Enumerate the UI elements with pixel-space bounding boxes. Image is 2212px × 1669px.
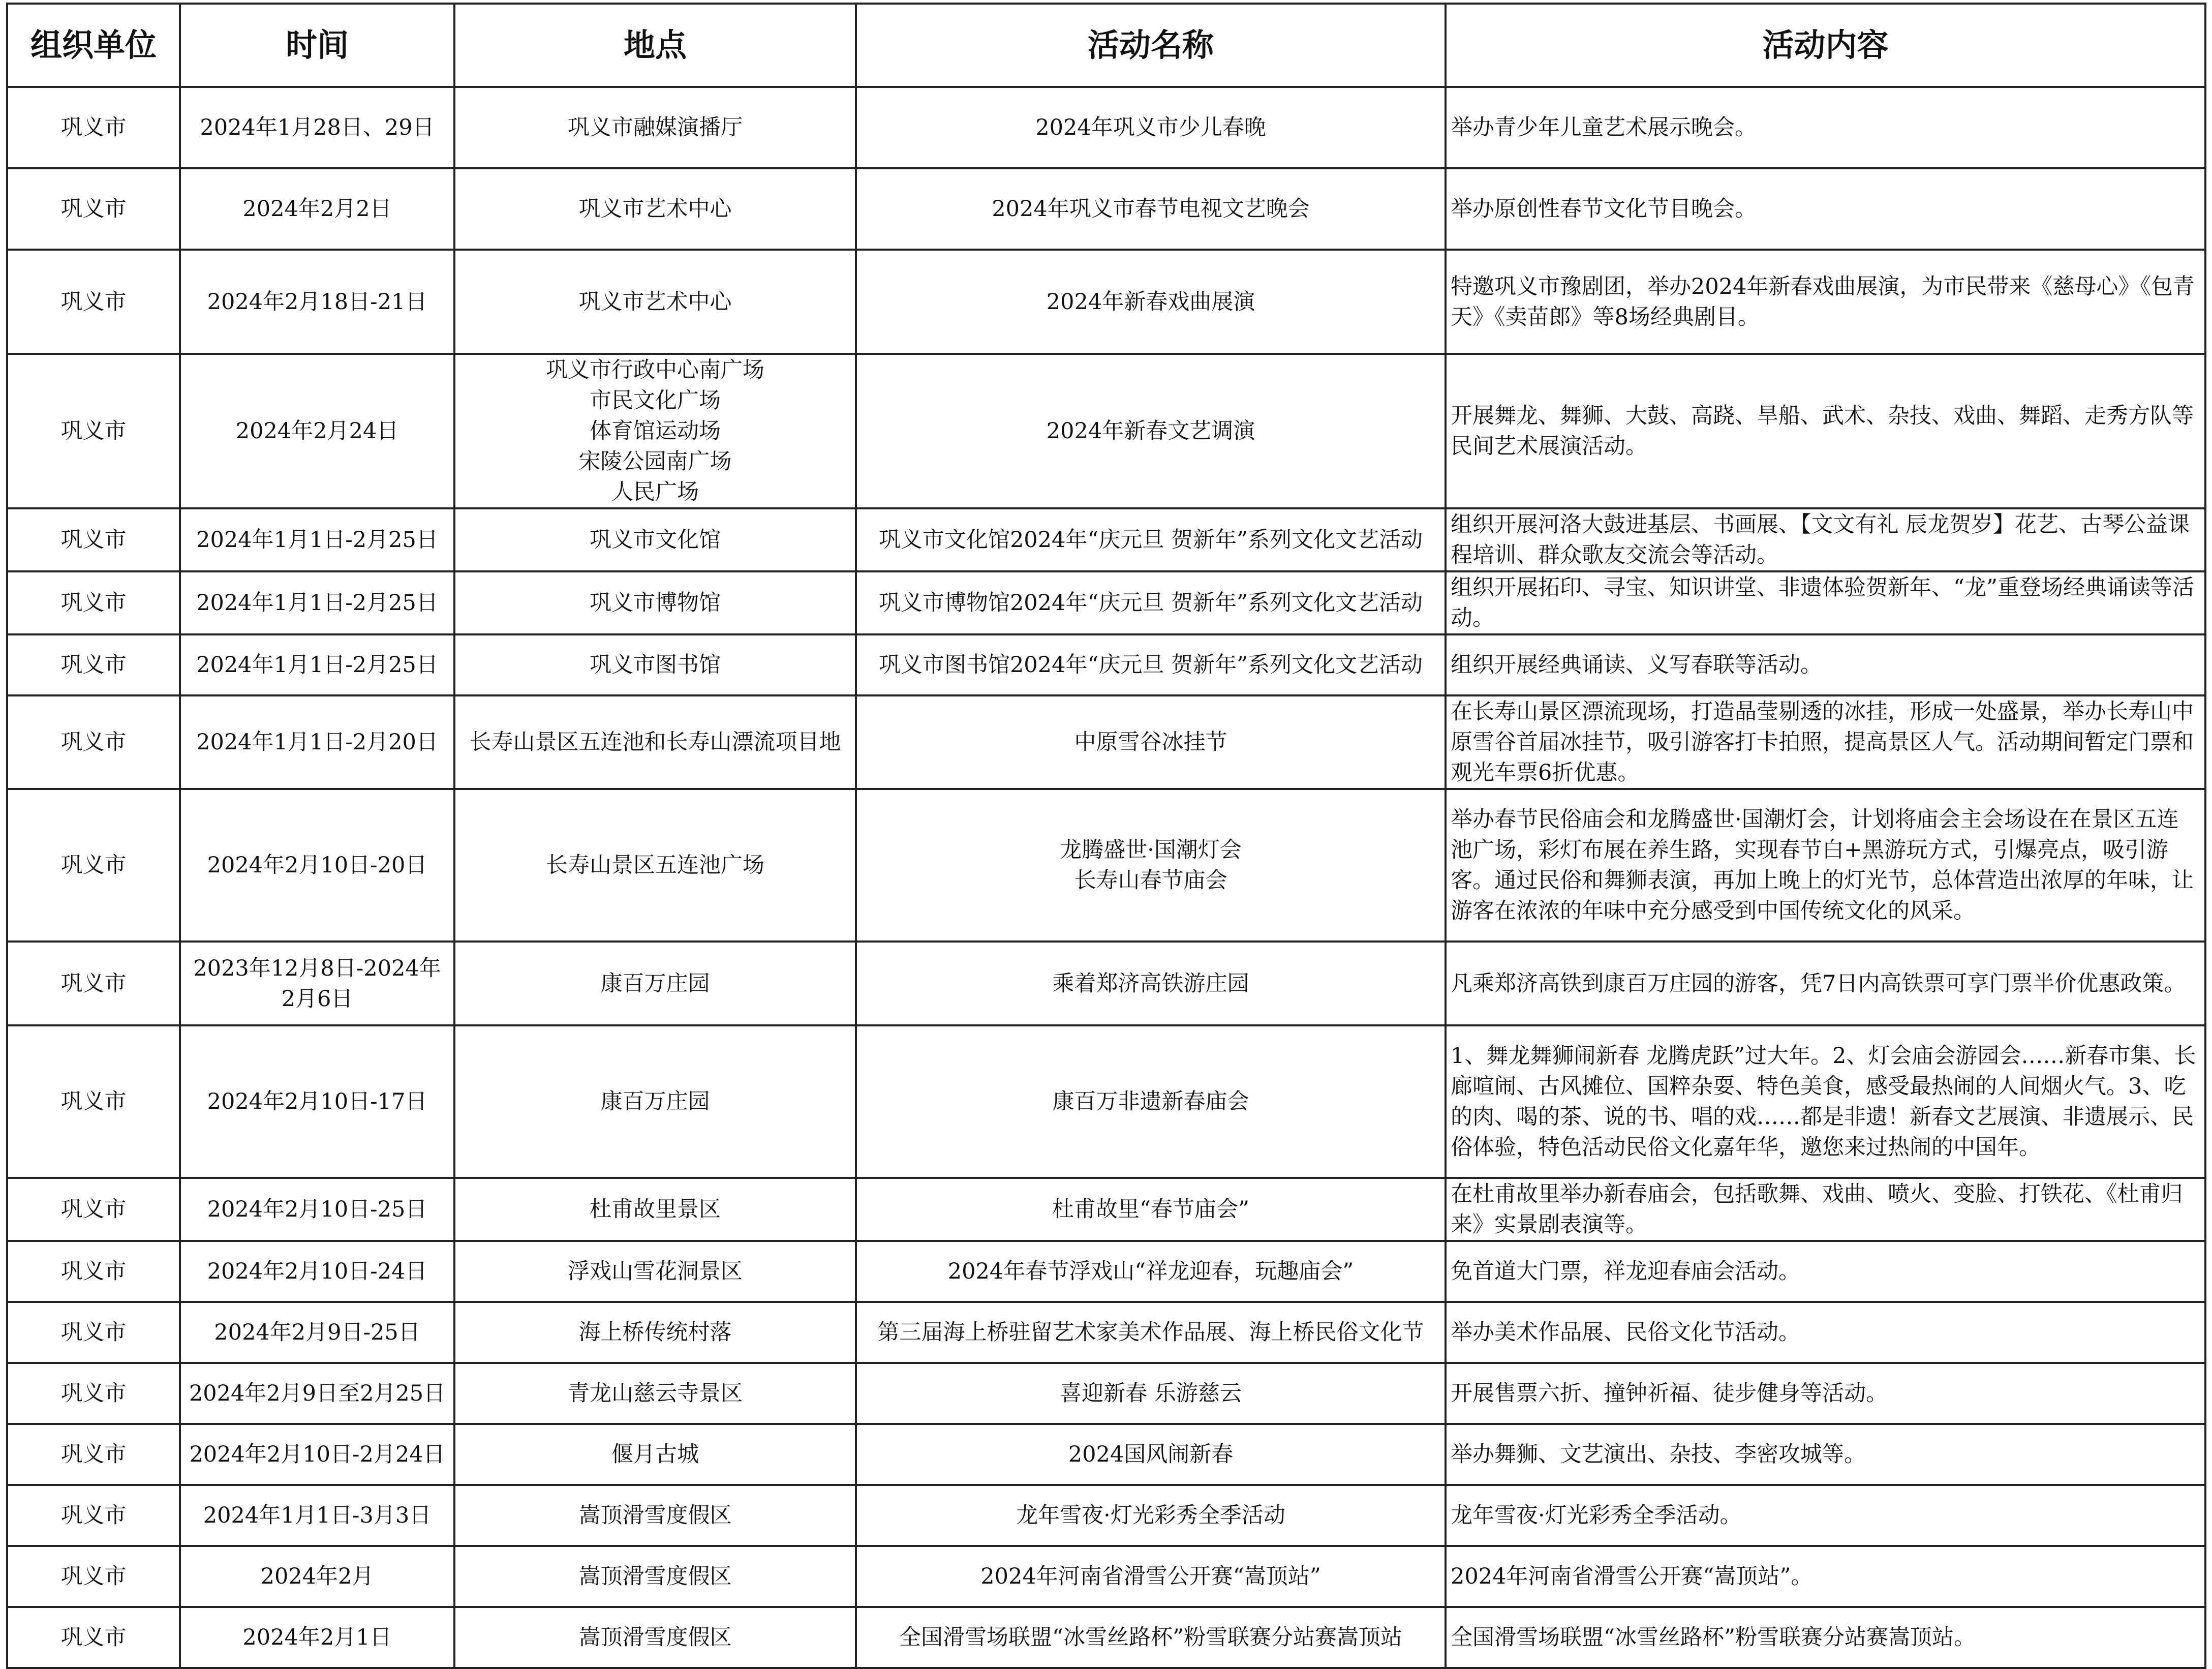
cell-place: 嵩顶滑雪度假区: [454, 1546, 856, 1607]
cell-content: 全国滑雪场联盟“冰雪丝路杯”粉雪联赛分站赛嵩顶站。: [1446, 1607, 2205, 1668]
cell-name: 2024年河南省滑雪公开赛“嵩顶站”: [856, 1546, 1446, 1607]
cell-place: 巩义市图书馆: [454, 634, 856, 695]
table-row: [7, 634, 2205, 695]
cell-place: 浮戏山雪花洞景区: [454, 1241, 856, 1302]
cell-name: 全国滑雪场联盟“冰雪丝路杯”粉雪联赛分站赛嵩顶站: [856, 1607, 1446, 1668]
cell-name: 杜甫故里“春节庙会”: [856, 1178, 1446, 1241]
cell-content: 免首道大门票，祥龙迎春庙会活动。: [1446, 1241, 2205, 1302]
place-line: 市民文化广场: [590, 388, 721, 413]
header-org: 组织单位: [7, 4, 180, 87]
cell-org: 巩义市: [7, 1302, 180, 1363]
cell-name: 龙年雪夜·灯光彩秀全季活动: [856, 1485, 1446, 1546]
cell-place: 巩义市融媒演播厅: [454, 87, 856, 168]
table-row: [7, 1607, 2205, 1668]
cell-content: 组织开展经典诵读、义写春联等活动。: [1446, 634, 2205, 695]
cell-name: 巩义市文化馆2024年“庆元旦 贺新年”系列文化文艺活动: [856, 508, 1446, 571]
cell-time: 2024年2月: [180, 1546, 454, 1607]
place-line: 宋陵公园南广场: [578, 449, 732, 474]
cell-time: 2024年1月1日-2月25日: [180, 571, 454, 634]
header-row: [7, 4, 2205, 87]
cell-org: 巩义市: [7, 942, 180, 1025]
cell-org: 巩义市: [7, 695, 180, 789]
cell-org: 巩义市: [7, 87, 180, 168]
name-line: 龙腾盛世·国潮灯会: [1060, 837, 1242, 863]
cell-place: 长寿山景区五连池广场: [454, 789, 856, 942]
cell-content: 开展舞龙、舞狮、大鼓、高跷、旱船、武术、杂技、戏曲、舞蹈、走秀方队等民间艺术展演活动。: [1446, 354, 2205, 508]
cell-org: 巩义市: [7, 634, 180, 695]
cell-content: 组织开展拓印、寻宝、知识讲堂、非遗体验贺新年、“龙”重登场经典诵读等活动。: [1446, 571, 2205, 634]
header-content: 活动内容: [1446, 4, 2205, 87]
cell-org: 巩义市: [7, 1363, 180, 1424]
cell-place: 康百万庄园: [454, 942, 856, 1025]
cell-time: 2024年1月28日、29日: [180, 87, 454, 168]
cell-place: 巩义市艺术中心: [454, 250, 856, 354]
cell-org: 巩义市: [7, 1241, 180, 1302]
cell-org: 巩义市: [7, 789, 180, 942]
cell-time: 2024年2月9日至2月25日: [180, 1363, 454, 1424]
cell-name: 第三届海上桥驻留艺术家美术作品展、海上桥民俗文化节: [856, 1302, 1446, 1363]
table-row: [7, 571, 2205, 634]
cell-place: 巩义市艺术中心: [454, 168, 856, 250]
cell-content: 特邀巩义市豫剧团，举办2024年新春戏曲展演，为市民带来《慈母心》《包青天》《卖苗郎》等8场经典剧目。: [1446, 250, 2205, 354]
table-row: [7, 695, 2205, 789]
table-row: [7, 1178, 2205, 1241]
cell-place: 青龙山慈云寺景区: [454, 1363, 856, 1424]
cell-name: 2024年巩义市少儿春晚: [856, 87, 1446, 168]
cell-name: 喜迎新春 乐游慈云: [856, 1363, 1446, 1424]
cell-content: 举办美术作品展、民俗文化节活动。: [1446, 1302, 2205, 1363]
header-name: 活动名称: [856, 4, 1446, 87]
cell-org: 巩义市: [7, 1546, 180, 1607]
table-row: [7, 1363, 2205, 1424]
table-row: [7, 1485, 2205, 1546]
table-row: [7, 942, 2205, 1025]
cell-org: 巩义市: [7, 250, 180, 354]
cell-name: 中原雪谷冰挂节: [856, 695, 1446, 789]
place-line: 人民广场: [611, 479, 699, 505]
cell-name: 康百万非遗新春庙会: [856, 1025, 1446, 1178]
cell-org: 巩义市: [7, 508, 180, 571]
cell-time: 2024年2月9日-25日: [180, 1302, 454, 1363]
table-row: [7, 168, 2205, 250]
cell-content: 举办春节民俗庙会和龙腾盛世·国潮灯会，计划将庙会主会场设在在景区五连池广场，彩灯布展在养生路，实现春节白+黑游玩方式，引爆亮点，吸引游客。通过民俗和舞狮表演，再加上晚上的灯光节，总体营造出浓厚的年味，让游客在浓浓的年味中充分感受到中国传统文化的风采。: [1446, 789, 2205, 942]
cell-name: 2024年春节浮戏山“祥龙迎春，玩趣庙会”: [856, 1241, 1446, 1302]
cell-org: 巩义市: [7, 1607, 180, 1668]
cell-content: 2024年河南省滑雪公开赛“嵩顶站”。: [1446, 1546, 2205, 1607]
cell-org: 巩义市: [7, 354, 180, 508]
cell-content: 凡乘郑济高铁到康百万庄园的游客，凭7日内高铁票可享门票半价优惠政策。: [1446, 942, 2205, 1025]
cell-org: 巩义市: [7, 1424, 180, 1485]
cell-org: 巩义市: [7, 1025, 180, 1178]
table-row: [7, 1424, 2205, 1485]
cell-place: 杜甫故里景区: [454, 1178, 856, 1241]
cell-time: 2024年1月1日-2月25日: [180, 634, 454, 695]
cell-time: 2023年12月8日-2024年2月6日: [180, 942, 454, 1025]
cell-place: 长寿山景区五连池和长寿山漂流项目地: [454, 695, 856, 789]
cell-org: 巩义市: [7, 168, 180, 250]
cell-org: 巩义市: [7, 1485, 180, 1546]
cell-content: 1、舞龙舞狮闹新春 龙腾虎跃”过大年。2、灯会庙会游园会……新春市集、长廊喧闹、古风摊位、国粹杂耍、特色美食，感受最热闹的人间烟火气。3、吃的肉、喝的茶、说的书、唱的戏……都是非遗！新春文艺展演、非遗展示、民俗体验，特色活动民俗文化嘉年华，邀您来过热闹的中国年。: [1446, 1025, 2205, 1178]
cell-time: 2024年1月1日-2月20日: [180, 695, 454, 789]
cell-place: 巩义市博物馆: [454, 571, 856, 634]
cell-time: 2024年2月10日-24日: [180, 1241, 454, 1302]
table-row: [7, 1025, 2205, 1178]
cell-place: 嵩顶滑雪度假区: [454, 1607, 856, 1668]
cell-time: 2024年2月18日-21日: [180, 250, 454, 354]
cell-content: 在杜甫故里举办新春庙会，包括歌舞、戏曲、喷火、变脸、打铁花、《杜甫归来》实景剧表演等。: [1446, 1178, 2205, 1241]
table-row: [7, 789, 2205, 942]
cell-content: 开展售票六折、撞钟祈福、徒步健身等活动。: [1446, 1363, 2205, 1424]
cell-place: 偃月古城: [454, 1424, 856, 1485]
cell-content: 举办青少年儿童艺术展示晚会。: [1446, 87, 2205, 168]
cell-place: 海上桥传统村落: [454, 1302, 856, 1363]
cell-time: 2024年2月10日-25日: [180, 1178, 454, 1241]
cell-content: 龙年雪夜·灯光彩秀全季活动。: [1446, 1485, 2205, 1546]
table-row: [7, 508, 2205, 571]
cell-name: 2024年新春文艺调演: [856, 354, 1446, 508]
cell-name: 巩义市图书馆2024年“庆元旦 贺新年”系列文化文艺活动: [856, 634, 1446, 695]
cell-time: 2024年2月10日-20日: [180, 789, 454, 942]
cell-name: 乘着郑济高铁游庄园: [856, 942, 1446, 1025]
place-line: 体育馆运动场: [590, 418, 721, 444]
cell-time: 2024年2月10日-17日: [180, 1025, 454, 1178]
table-row: [7, 1546, 2205, 1607]
cell-name: 巩义市博物馆2024年“庆元旦 贺新年”系列文化文艺活动: [856, 571, 1446, 634]
cell-time: 2024年1月1日-2月25日: [180, 508, 454, 571]
header-time: 时间: [180, 4, 454, 87]
cell-time: 2024年2月10日-2月24日: [180, 1424, 454, 1485]
cell-name: 2024年巩义市春节电视文艺晚会: [856, 168, 1446, 250]
table-row: [7, 250, 2205, 354]
cell-content: 在长寿山景区漂流现场，打造晶莹剔透的冰挂，形成一处盛景，举办长寿山中原雪谷首届冰挂节，吸引游客打卡拍照，提高景区人气。活动期间暂定门票和观光车票6折优惠。: [1446, 695, 2205, 789]
cell-time: 2024年2月2日: [180, 168, 454, 250]
cell-place: 嵩顶滑雪度假区: [454, 1485, 856, 1546]
cell-org: 巩义市: [7, 1178, 180, 1241]
cell-place: 康百万庄园: [454, 1025, 856, 1178]
name-line: 长寿山春节庙会: [1074, 868, 1227, 893]
cell-place: [454, 354, 856, 508]
cell-name: [856, 789, 1446, 942]
header-place: 地点: [454, 4, 856, 87]
cell-name: 2024国风闹新春: [856, 1424, 1446, 1485]
cell-time: 2024年1月1日-3月3日: [180, 1485, 454, 1546]
cell-name: 2024年新春戏曲展演: [856, 250, 1446, 354]
cell-content: 组织开展河洛大鼓进基层、书画展、【文文有礼 辰龙贺岁】花艺、古琴公益课程培训、群众歌友交流会等活动。: [1446, 508, 2205, 571]
cell-content: 举办原创性春节文化节目晚会。: [1446, 168, 2205, 250]
cell-time: 2024年2月24日: [180, 354, 454, 508]
cell-place: 巩义市文化馆: [454, 508, 856, 571]
activity-table: [6, 3, 2206, 1669]
table-row: [7, 1302, 2205, 1363]
cell-time: 2024年2月1日: [180, 1607, 454, 1668]
table-row: [7, 1241, 2205, 1302]
cell-org: 巩义市: [7, 571, 180, 634]
cell-content: 举办舞狮、文艺演出、杂技、李密攻城等。: [1446, 1424, 2205, 1485]
table-row: [7, 87, 2205, 168]
table-row: [7, 354, 2205, 508]
place-line: 巩义市行政中心南广场: [546, 357, 764, 383]
